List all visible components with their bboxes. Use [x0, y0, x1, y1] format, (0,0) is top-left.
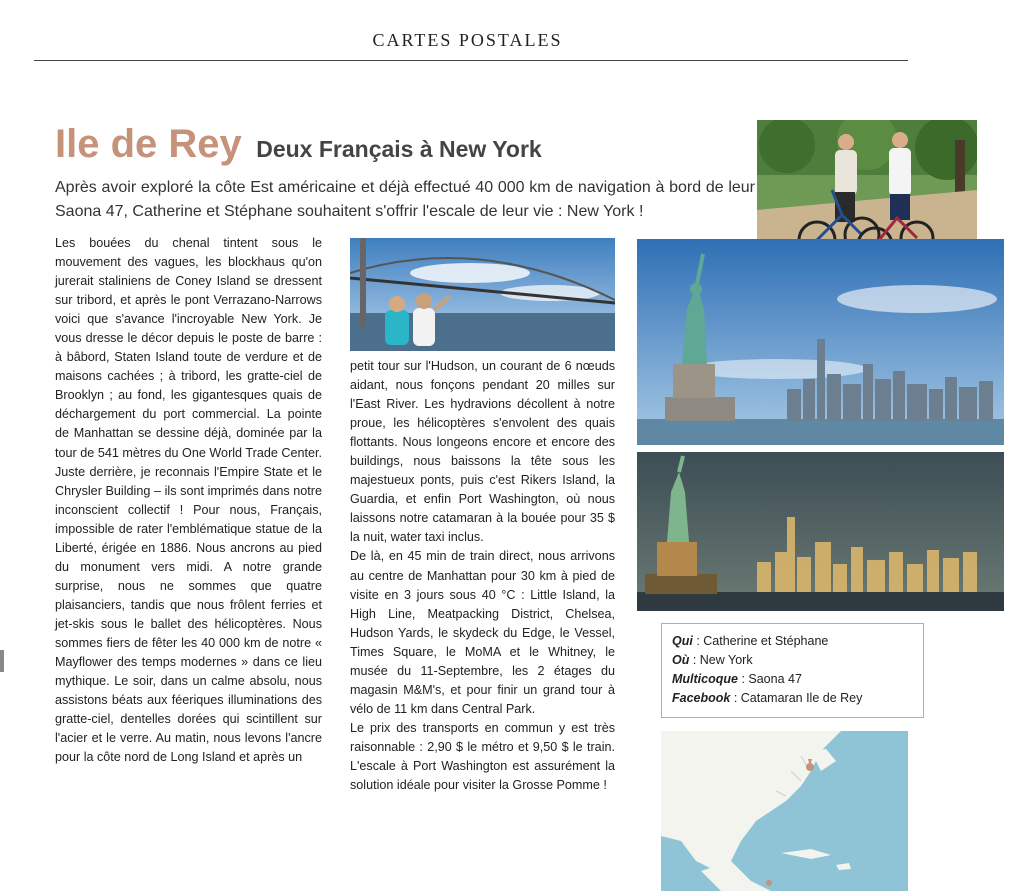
column-2-paragraph-3: Le prix des transports en commun y est très raisonnable : 2,90 $ le métro et 9,50 $ le train. L'escale à Port Washington est assurément la solution idéale pour visiter la Grosse Pomme !: [350, 720, 615, 793]
info-box: [661, 623, 924, 718]
column-1-text: Les bouées du chenal tintent sous le mouvement des vagues, les blockhaus qu'on jurerait staliniens de Coney Island se dressent sur tribord, et après le pont Verrazano-Narrows voici que s'avance l'incroyable New York. Je vous dresse le décor depuis le poste de barre : à bâbord, Staten Island toute de verdure et de maisons cachées ; à tribord, les gratte-ciel de Brooklyn ; au fond, les gigantesques quais de déchargement du port commercial. La pointe de Manhattan se dessine déjà, dominée par la tour de 541 mètres du One World Trade Center. Juste derrière, je reconnais l'Empire State et le Chrysler Building – ils sont imprimés dans notre inconscient collectif ! Pour nous, Français, impossible de rater l'emblématique statue de la Liberté, érigée en 1886. Nous ancrons au pied du monument vers midi. A notre grande surprise, nous ne sommes que quatre plaisanciers, tandis que nous frôlent ferries et jet-skis sous le ballet des hélicoptères. Nous sommes fiers de fêter les 40 000 km de notre « Mayflower des temps modernes » dans ce lieu mythique. Le soir, dans un calme absolu, nous assistons béats aux féeriques illuminations des gratte-ciel, dentelles dorées qui scintillent sur l'acier et le verre. Au matin, nous levons l'ancre pour la côte nord de Long Island et après un: [55, 236, 322, 765]
header-divider: [34, 60, 908, 61]
photo-statue-liberty-night: [637, 452, 1004, 611]
article-column-2: [350, 357, 615, 795]
info-boat-label: Multicoque: [672, 672, 738, 686]
info-who: [672, 632, 913, 651]
article-title-block: [55, 122, 542, 167]
column-2-paragraph-2: De là, en 45 min de train direct, nous arrivons au centre de Manhattan pour 30 km à pied de visite en 3 jours sous 40 °C : Little Island, la High Line, Meatpacking District, Chelsea, Hudson Yards, le skydeck du Edge, le Vessel, Times Square, le MoMA et le Whitney, le musée du 11-Septembre, les 2 étages du magasin M&M's, et pour finir un grand tour à vélo de 11 km dans Central Park.: [350, 549, 615, 716]
info-boat-value: : Saona 47: [737, 672, 802, 686]
article-subtitle: Deux Français à New York: [256, 136, 542, 162]
info-where: [672, 651, 913, 670]
article-title: Ile de Rey: [55, 122, 242, 166]
location-map: [661, 731, 908, 891]
info-who-value: : Catherine et Stéphane: [692, 634, 829, 648]
section-header: CARTES POSTALES: [372, 30, 563, 50]
page-edge-marker: [0, 650, 4, 672]
info-where-value: : New York: [689, 653, 753, 667]
info-who-label: Qui: [672, 634, 693, 648]
article-lead: Après avoir exploré la côte Est américaine et déjà effectué 40 000 km de navigation à bord de leur Saona 47, Catherine et Stéphane souhaitent s'offrir l'escale de leur vie : New York !: [55, 179, 755, 220]
photo-bridge-boat: [350, 238, 615, 351]
info-boat: [672, 670, 913, 689]
info-facebook-value: : Catamaran Ile de Rey: [730, 691, 863, 705]
info-where-label: Où: [672, 653, 690, 667]
info-facebook-label: Facebook: [672, 691, 731, 705]
info-facebook: [672, 689, 913, 708]
photo-statue-liberty-day: [637, 239, 1004, 445]
column-2-paragraph-1: petit tour sur l'Hudson, un courant de 6 nœuds aidant, nous fonçons pendant 20 milles sur l'East River. Les hydravions décollent à notre proue, les hélicoptères s'envolent des quais flottants. Nous longeons encore et encore des buildings, nous baissons la tête sous les majestueux ponts, puis c'est Rikers Island, la Guardia, et enfin Port Washington, où nous laissons notre catamaran à la bouée pour 35 $ la nuit, water taxi inclus.: [350, 359, 615, 545]
article-column-1: [55, 234, 322, 767]
